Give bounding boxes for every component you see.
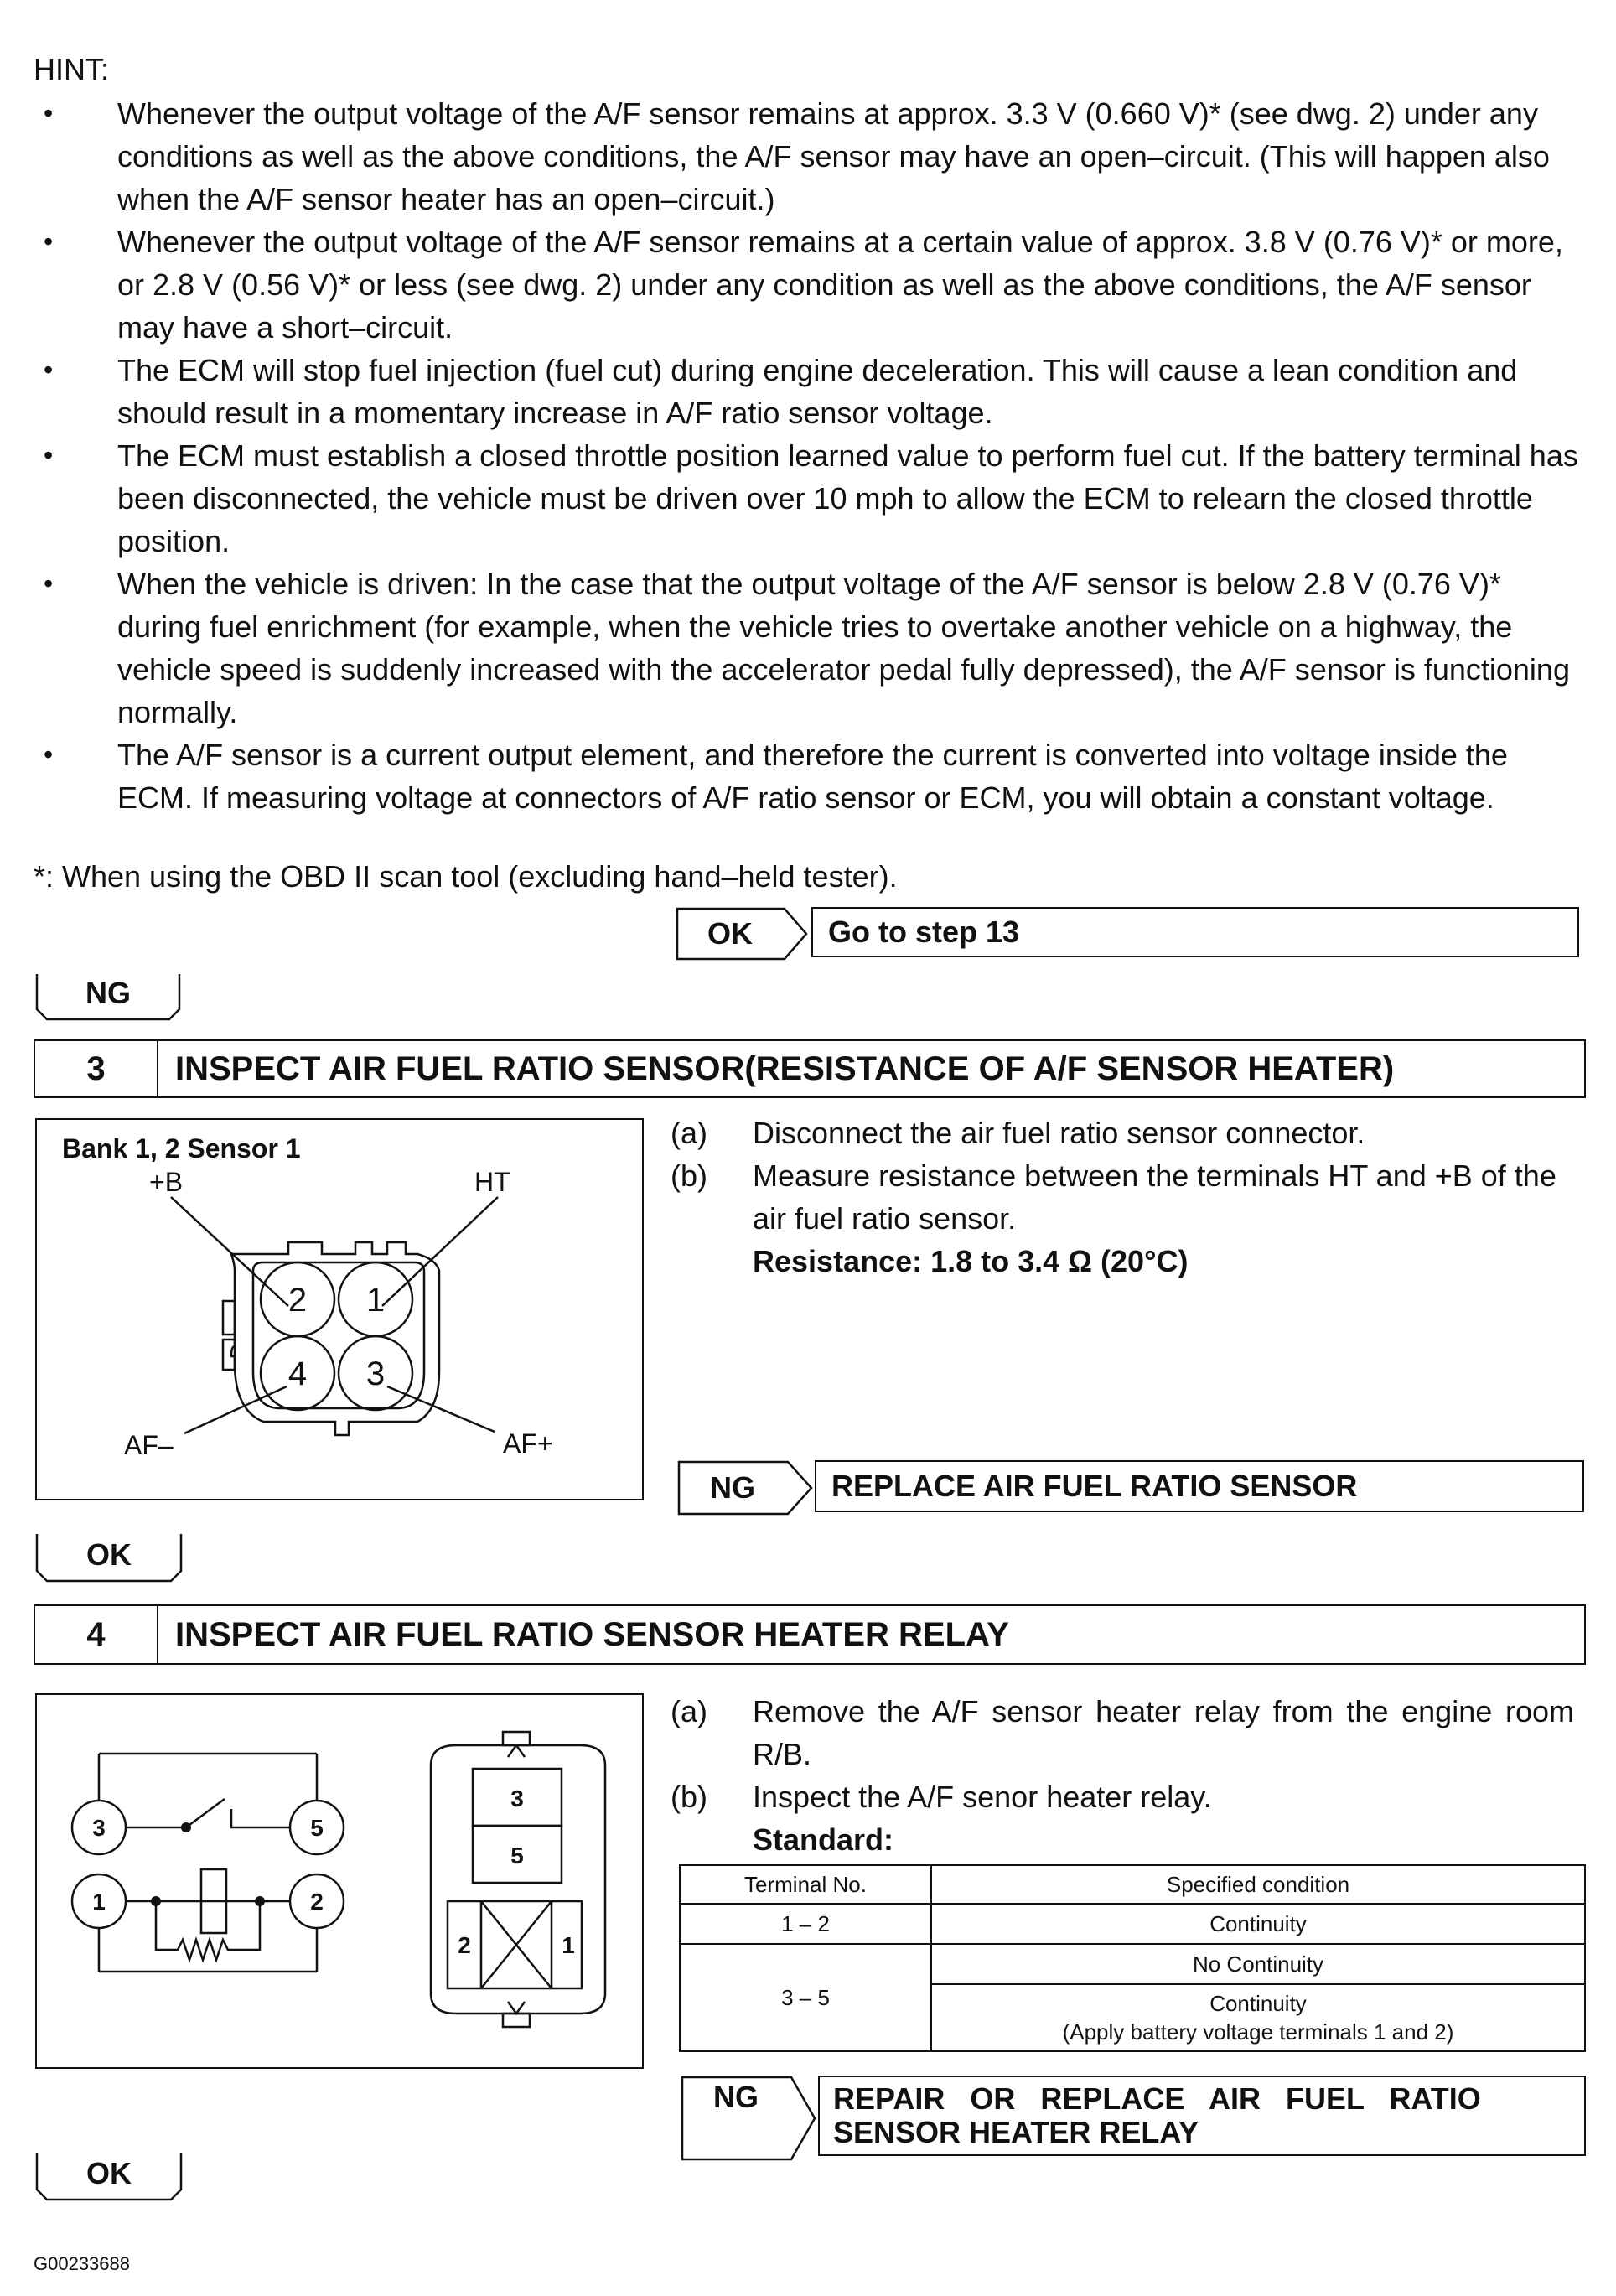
table-header: Specified condition bbox=[931, 1865, 1585, 1904]
ok-tag-label: OK bbox=[707, 916, 753, 951]
table-cell: 3 – 5 bbox=[680, 1944, 931, 2051]
instruction-text: Measure resistance between the terminals HT and +B of the air fuel ratio sensor. bbox=[753, 1158, 1556, 1236]
table-header: Terminal No. bbox=[680, 1865, 931, 1904]
instruction-key: (b) bbox=[671, 1780, 707, 1814]
ng-tag-label-step3: NG bbox=[710, 1470, 755, 1505]
resistance-spec: Resistance: 1.8 to 3.4 Ω (20°C) bbox=[753, 1244, 1189, 1278]
repair-action-line2: SENSOR HEATER RELAY bbox=[833, 2115, 1199, 2149]
hint-item: • Whenever the output voltage of the A/F sensor remains at a certain value of approx. 3.8 V (0.76 V)* or more, or 2.8 V (0.56 V)* or less (see dwg. 2) under any condition as well as the above conditions, the A/F sensor may have a short–circuit. bbox=[34, 220, 1584, 349]
relay-pin-2: 2 bbox=[458, 1932, 471, 1958]
hint-item: • Whenever the output voltage of the A/F sensor remains at approx. 3.3 V (0.660 V)* (see dwg. 2) under any conditions as well as the above conditions, the A/F sensor may have an open–circuit. (This will happen also when the A/F sensor heater has an open–circuit.) bbox=[34, 92, 1584, 220]
ok-label-2: OK bbox=[86, 2156, 132, 2190]
circuit-pin-5: 5 bbox=[310, 1815, 324, 1841]
hint-item: • The ECM must establish a closed throttle position learned value to perform fuel cut. If the battery terminal has been disconnected, the vehicle must be driven over 10 mph to allow the ECM to relearn the closed throttle position. bbox=[34, 434, 1584, 562]
repair-action-line1: REPAIR OR REPLACE AIR FUEL RATIO bbox=[833, 2081, 1481, 2116]
step-4-header bbox=[34, 1604, 1586, 1665]
circuit-pin-3: 3 bbox=[92, 1815, 106, 1841]
ng-tag-label-step4: NG bbox=[713, 2080, 759, 2114]
instruction-b bbox=[671, 1775, 1584, 1818]
hint-item: • When the vehicle is driven: In the case that the output voltage of the A/F sensor is below 2.8 V (0.76 V)* during fuel enrichment (for example, when the vehicle tries to overtake another vehicle on a highway, the vehicle speed is suddenly increased with the accelerator pedal fully depressed), the A/F sensor is functioning normally. bbox=[34, 562, 1584, 733]
relay-pin-5: 5 bbox=[510, 1843, 524, 1868]
hint-list bbox=[34, 92, 1584, 819]
pin-label-plus-b: +B bbox=[149, 1167, 184, 1197]
instruction-text: Remove the A/F sensor heater relay from the engine room R/B. bbox=[753, 1694, 1574, 1771]
step-4-instructions bbox=[671, 1690, 1584, 1861]
table-cell: No Continuity bbox=[931, 1944, 1585, 1984]
hint-item: • The A/F sensor is a current output element, and therefore the current is converted into voltage inside the ECM. If measuring voltage at connectors of A/F ratio sensor or ECM, you will obtain a constant voltage. bbox=[34, 733, 1584, 819]
figure-caption: Bank 1, 2 Sensor 1 bbox=[62, 1133, 301, 1164]
table-row bbox=[680, 1904, 1585, 1944]
continuity-text: Continuity bbox=[1209, 1991, 1307, 2016]
instruction-key: (a) bbox=[671, 1694, 707, 1728]
hint-label: HINT: bbox=[34, 52, 109, 86]
relay-pin-3: 3 bbox=[510, 1785, 524, 1811]
standard-label: Standard: bbox=[753, 1822, 894, 1857]
instruction-key: (b) bbox=[671, 1158, 707, 1193]
connector-figure bbox=[35, 1118, 644, 1500]
relay-figure bbox=[35, 1693, 644, 2069]
step-3-number: 3 bbox=[35, 1041, 158, 1096]
instruction-text: Disconnect the air fuel ratio sensor connector. bbox=[753, 1116, 1365, 1150]
scan-tool-note: *: When using the OBD II scan tool (excluding hand–held tester). bbox=[34, 859, 898, 894]
connector-pin-3: 3 bbox=[365, 1355, 386, 1392]
relay-spec-table bbox=[679, 1864, 1586, 2052]
repair-relay-button[interactable] bbox=[818, 2076, 1586, 2156]
replace-sensor-button[interactable]: REPLACE AIR FUEL RATIO SENSOR bbox=[815, 1460, 1584, 1512]
continuity-note: (Apply battery voltage terminals 1 and 2) bbox=[1062, 2019, 1454, 2045]
instruction-a bbox=[671, 1690, 1584, 1775]
instruction-key: (a) bbox=[671, 1116, 707, 1150]
ng-label-1: NG bbox=[85, 976, 131, 1010]
step-3-instructions bbox=[671, 1112, 1584, 1283]
document-id: G00233688 bbox=[34, 2253, 130, 2274]
connector-pin-4: 4 bbox=[287, 1355, 308, 1392]
table-cell: 1 – 2 bbox=[680, 1904, 931, 1944]
connector-pin-1: 1 bbox=[365, 1282, 386, 1319]
step-3-header bbox=[34, 1039, 1586, 1098]
ok-label-1: OK bbox=[86, 1537, 132, 1572]
table-row bbox=[680, 1944, 1585, 1984]
pin-label-ht: HT bbox=[474, 1167, 510, 1197]
hint-item: • The ECM will stop fuel injection (fuel cut) during engine deceleration. This will cause a lean condition and should result in a momentary increase in A/F ratio sensor voltage. bbox=[34, 349, 1584, 434]
connector-pin-2: 2 bbox=[287, 1282, 308, 1319]
table-cell bbox=[931, 1984, 1585, 2051]
circuit-pin-1: 1 bbox=[92, 1889, 106, 1915]
instruction-text: Inspect the A/F senor heater relay. bbox=[753, 1780, 1212, 1814]
pin-label-af-plus: AF+ bbox=[503, 1428, 553, 1459]
step-4-title: INSPECT AIR FUEL RATIO SENSOR HEATER RELAY bbox=[175, 1615, 1009, 1653]
go-to-step-button[interactable]: Go to step 13 bbox=[811, 907, 1579, 957]
step-4-number: 4 bbox=[35, 1606, 158, 1663]
step-3-title: INSPECT AIR FUEL RATIO SENSOR(RESISTANCE OF A/F SENSOR HEATER) bbox=[175, 1050, 1395, 1087]
pin-label-af-minus: AF– bbox=[124, 1430, 174, 1460]
relay-diagram bbox=[37, 1695, 642, 2067]
table-cell: Continuity bbox=[931, 1904, 1585, 1944]
instruction-a bbox=[671, 1112, 1584, 1154]
relay-pin-1: 1 bbox=[562, 1932, 575, 1958]
instruction-b bbox=[671, 1154, 1584, 1240]
circuit-pin-2: 2 bbox=[310, 1889, 324, 1915]
connector-diagram bbox=[37, 1120, 642, 1499]
